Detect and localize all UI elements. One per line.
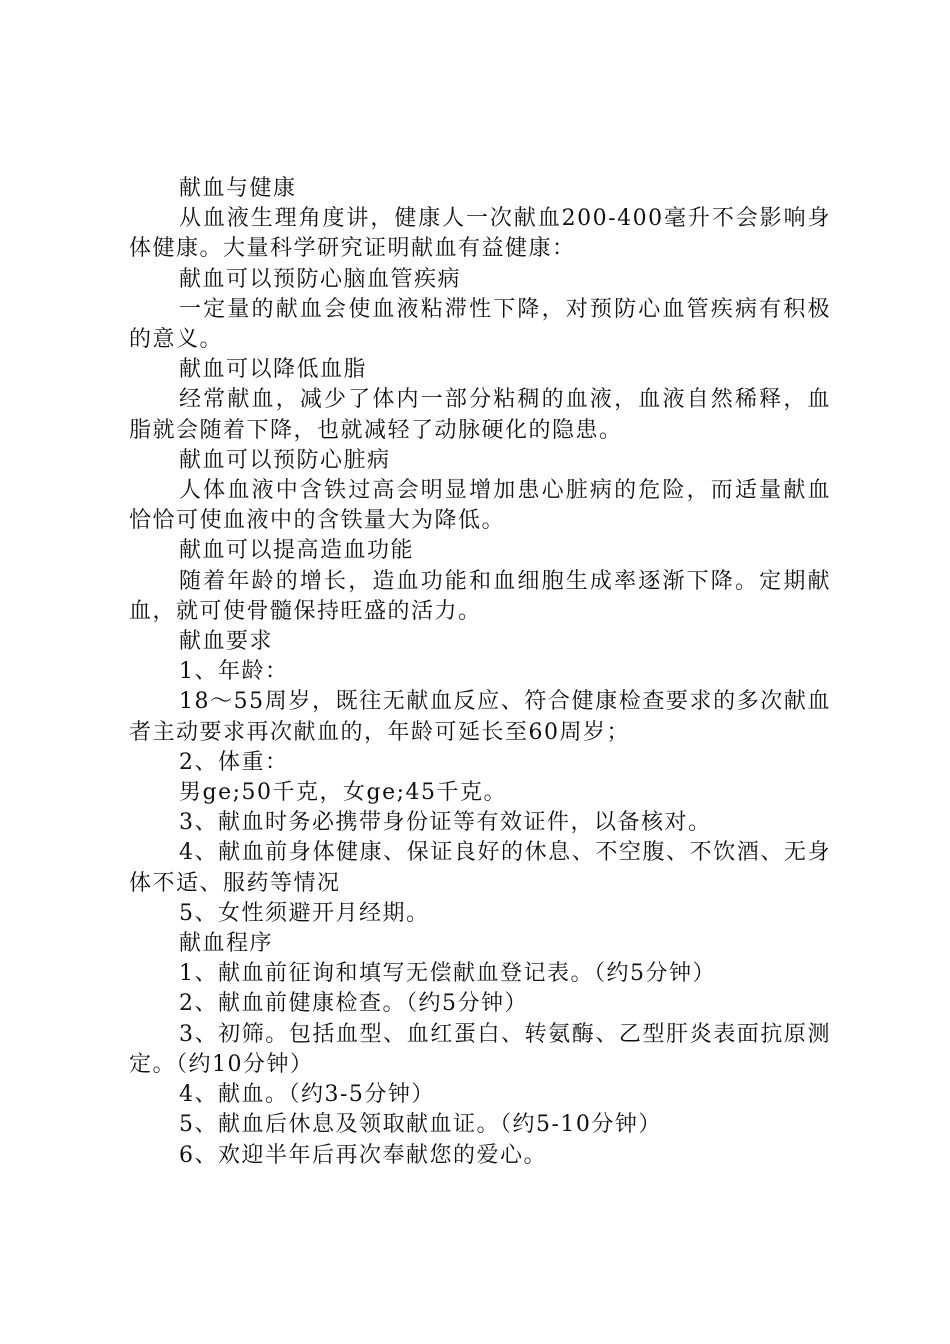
section-heading: 献血要求 bbox=[179, 629, 274, 655]
paragraph: 经常献血，减少了体内一部分粘稠的血液，血液自然稀释，血脂就会随着下降，也就减轻了动脉硬化的隐患。 bbox=[129, 387, 831, 443]
section-heading: 献血可以提高造血功能 bbox=[179, 538, 415, 564]
paragraph: 男ge;50千克，女ge;45千克。 bbox=[179, 780, 508, 806]
list-item: 5、女性须避开月经期。 bbox=[179, 900, 430, 926]
list-item: 6、欢迎半年后再次奉献您的爱心。 bbox=[179, 1142, 547, 1168]
list-item: 2、献血前健康检查。（约5分钟） bbox=[179, 991, 528, 1017]
paragraph: 18～55周岁，既往无献血反应、符合健康检查要求的多次献血者主动要求再次献血的，年龄可延长至60周岁； bbox=[129, 689, 831, 745]
paragraph-intro: 从血液生理角度讲，健康人一次献血200-400毫升不会影响身体健康。大量科学研究证明献血有益健康： bbox=[129, 206, 831, 262]
list-item: 4、献血前身体健康、保证良好的休息、不空腹、不饮酒、无身体不适、服药等情况 bbox=[129, 840, 831, 896]
list-item: 3、初筛。包括血型、血红蛋白、转氨酶、乙型肝炎表面抗原测定。（约10分钟） bbox=[129, 1021, 831, 1077]
list-item: 4、献血。（约3-5分钟） bbox=[179, 1082, 435, 1108]
paragraph: 随着年龄的增长，造血功能和血细胞生成率逐渐下降。定期献血，就可使骨髓保持旺盛的活力。 bbox=[129, 568, 831, 624]
document-title: 献血与健康 bbox=[179, 176, 297, 201]
list-item: 1、年龄： bbox=[179, 659, 289, 685]
list-item: 2、体重： bbox=[179, 749, 289, 775]
section-heading: 献血可以预防心脏病 bbox=[179, 447, 391, 473]
section-heading: 献血可以预防心脑血管疾病 bbox=[179, 266, 462, 292]
list-item: 3、献血时务必携带身份证等有效证件，以备核对。 bbox=[179, 810, 712, 836]
paragraph: 人体血液中含铁过高会明显增加患心脏病的危险，而适量献血恰恰可使血液中的含铁量大为降低。 bbox=[129, 478, 831, 534]
list-item: 5、献血后休息及领取献血证。（约5-10分钟） bbox=[179, 1112, 662, 1138]
document-body bbox=[129, 174, 831, 1171]
list-item: 1、献血前征询和填写无偿献血登记表。（约5分钟） bbox=[179, 961, 716, 987]
paragraph: 一定量的献血会使血液粘滞性下降，对预防心血管疾病有积极的意义。 bbox=[129, 296, 831, 353]
section-heading: 献血程序 bbox=[179, 931, 274, 957]
section-heading: 献血可以降低血脂 bbox=[179, 357, 368, 383]
